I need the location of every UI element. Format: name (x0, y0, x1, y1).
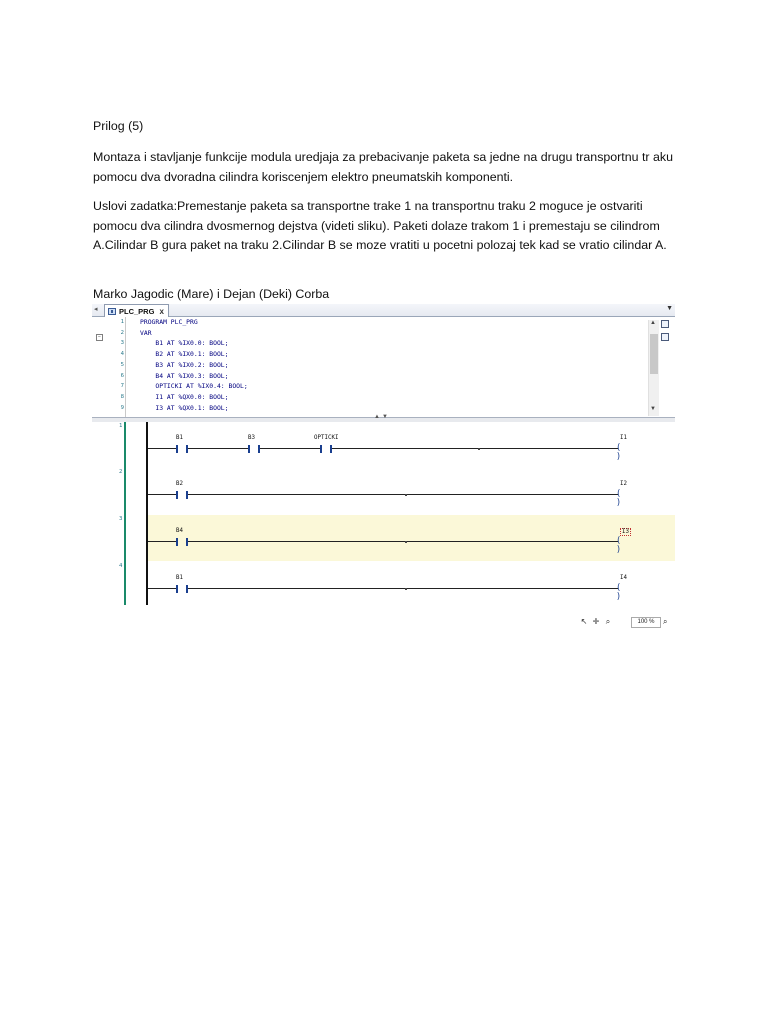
coil-symbol[interactable]: ( ) (616, 582, 622, 602)
table-view-icon[interactable] (661, 333, 669, 341)
contact-label[interactable]: B1 (176, 575, 183, 581)
coil-label[interactable]: I4 (620, 575, 627, 581)
contact-symbol[interactable] (320, 445, 332, 453)
plc-editor-screenshot (92, 304, 675, 632)
splitter-arrows-icon[interactable]: ▲▼ (374, 414, 390, 420)
zoom-level[interactable]: 100 % (631, 617, 661, 628)
coil-symbol[interactable]: ( ) (616, 535, 622, 555)
code-line[interactable]: B4 AT %IX0.3: BOOL; (140, 371, 229, 380)
line-number: 8 (120, 393, 124, 400)
rung-wire (148, 588, 618, 589)
contact-label[interactable]: B2 (176, 481, 183, 487)
line-number: 4 (120, 351, 124, 358)
ladder-rung[interactable] (148, 515, 675, 561)
declaration-editor[interactable] (92, 317, 675, 417)
contact-label[interactable]: B3 (248, 435, 255, 441)
vertical-scrollbar[interactable] (648, 320, 659, 416)
close-icon[interactable]: x (159, 306, 164, 316)
fold-toggle-icon[interactable]: − (96, 334, 103, 341)
pointer-icon[interactable]: ↖ (580, 617, 588, 626)
task-conditions-paragraph: Uslovi zadatka:Premestanje paketa sa transportne trake 1 na transportnu traku 2 moguce je ostvariti pomocu dva cilindra dvosmernog dejstva (videti sliku). Paketi dolaze trakom 1 i premestaju se cilindrom A.Cilindar B gura paket na traku 2.Cilindar B se moze vratiti u pocetni polozaj tek kad se vratio cilindar A. (93, 199, 667, 252)
line-number: 7 (120, 383, 124, 390)
contact-symbol[interactable] (176, 585, 188, 593)
code-line[interactable]: B3 AT %IX0.2: BOOL; (140, 360, 229, 369)
line-number: 1 (120, 319, 124, 325)
contact-symbol[interactable] (248, 445, 260, 453)
contact-symbol[interactable] (176, 491, 188, 499)
contact-label[interactable]: B4 (176, 528, 183, 534)
contact-symbol[interactable] (176, 538, 188, 546)
magnifier-icon[interactable]: ⌕ (605, 617, 611, 626)
coil-label[interactable]: I3 (622, 529, 629, 535)
scrollbar-thumb[interactable] (650, 334, 658, 374)
scroll-down-icon[interactable]: ▼ (650, 406, 656, 412)
authors-line: Marko Jagodic (Mare) i Dejan (Deki) Corba (93, 287, 330, 301)
toolbox-icon[interactable] (661, 320, 669, 328)
code-line[interactable]: VAR (140, 328, 152, 337)
ladder-rung[interactable] (148, 468, 675, 514)
task-description-paragraph: Montaza i stavljanje funkcije modula uredjaja za prebacivanje paketa sa jedne na drugu transportnu tr aku pomocu dva dvoradna cilindra koriscenjem elektro pneumatskih komponenti. (93, 150, 673, 184)
line-number: 5 (120, 361, 124, 368)
ladder-rung[interactable] (148, 562, 675, 608)
rung-number: 3 (119, 516, 123, 522)
code-area[interactable] (140, 317, 640, 417)
network-bar (124, 422, 126, 605)
scroll-up-icon[interactable]: ▲ (650, 320, 656, 326)
chevron-down-icon[interactable]: ▼ (666, 305, 673, 312)
line-number: 9 (120, 404, 124, 411)
wire-junction-dot (405, 588, 407, 590)
left-power-rail (146, 422, 148, 605)
tab-label: PLC_PRG (119, 306, 155, 316)
ladder-rung[interactable] (148, 422, 675, 468)
rung-number: 1 (119, 423, 123, 429)
rung-number: 2 (119, 469, 123, 475)
code-line[interactable]: PROGRAM PLC_PRG (140, 318, 198, 326)
program-icon (108, 308, 116, 315)
rung-wire (148, 541, 618, 542)
tab-scroll-left-icon[interactable]: ◂ (94, 306, 98, 313)
code-line[interactable]: I1 AT %QX0.0: BOOL; (140, 392, 229, 401)
code-line[interactable]: OPTICKI AT %IX0.4: BOOL; (140, 382, 248, 391)
rung-number: 4 (119, 563, 123, 569)
wire-junction-dot (405, 541, 407, 543)
document-heading: Prilog (5) (93, 119, 144, 133)
contact-label[interactable]: OPTICKI (314, 435, 339, 441)
code-line[interactable]: I3 AT %QX0.1: BOOL; (140, 403, 229, 412)
coil-symbol[interactable]: ( ) (616, 488, 622, 508)
code-line[interactable]: B1 AT %IX0.0: BOOL; (140, 339, 229, 348)
gutter-divider (125, 317, 126, 417)
editor-tab-bar (92, 304, 675, 317)
coil-symbol[interactable]: ( ) (616, 442, 622, 462)
contact-label[interactable]: B1 (176, 435, 183, 441)
rung-number-strip (92, 422, 125, 605)
wire-junction-dot (478, 448, 480, 450)
contact-symbol[interactable] (176, 445, 188, 453)
pan-icon[interactable]: ✛ (592, 617, 600, 626)
rung-wire (148, 494, 618, 495)
editor-status-bar (92, 616, 675, 630)
line-number: 2 (120, 329, 124, 336)
zoom-icon[interactable]: ⌕ (663, 617, 668, 626)
rung-wire (148, 448, 618, 449)
line-number: 3 (120, 340, 124, 347)
wire-junction-dot (405, 494, 407, 496)
code-line[interactable]: B2 AT %IX0.1: BOOL; (140, 350, 229, 359)
ladder-diagram[interactable] (92, 422, 675, 605)
line-number: 6 (120, 372, 124, 379)
tab-plc-prg[interactable] (104, 304, 169, 317)
coil-label[interactable]: I2 (620, 481, 627, 487)
coil-label[interactable]: I1 (620, 435, 627, 441)
